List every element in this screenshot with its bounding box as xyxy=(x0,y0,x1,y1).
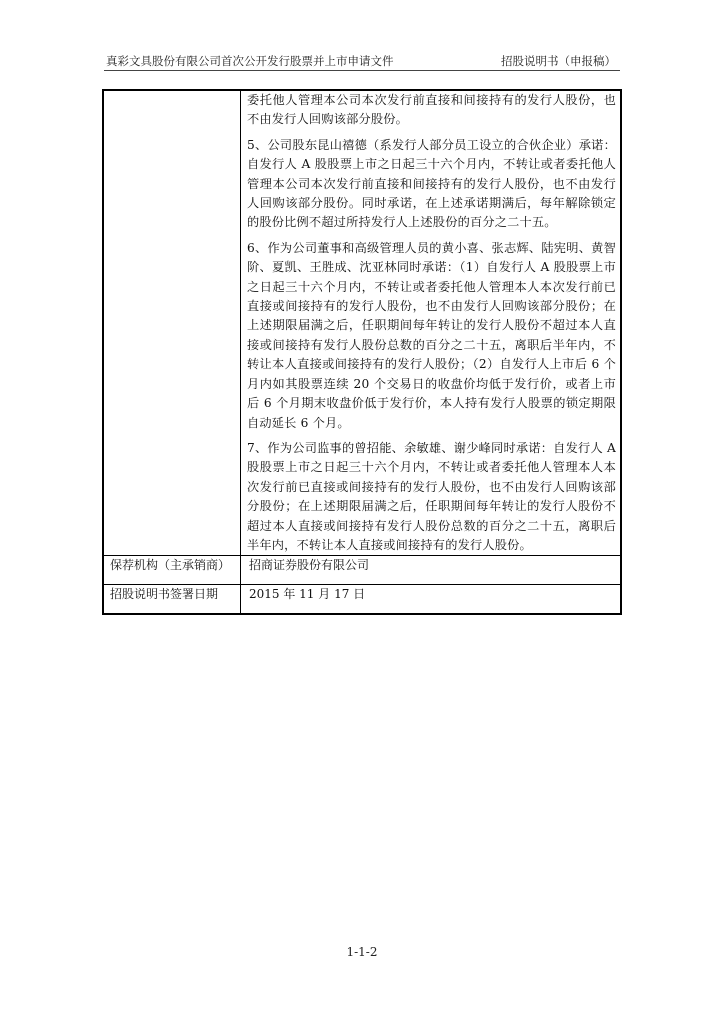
commitments-content-cell xyxy=(241,90,622,556)
table-row-sponsor xyxy=(103,556,621,585)
header-document-type: 招股说明书（申报稿） xyxy=(501,54,616,68)
commitment-paragraph: 5、公司股东昆山禧德（系发行人部分员工设立的合伙企业）承诺：自发行人 A 股股票上市之日起三十六个月内，不转让或者委托他人管理本公司本次发行前直接和间接持有的发行人股份，也不由发行人回购该部分股份。同时承诺，在上述承诺期满后，每年解除锁定的股份比例不超过所持发行人上述股份的百分之二十五。 xyxy=(247,137,616,230)
sponsor-label: 保荐机构（主承销商） xyxy=(103,556,241,585)
signing-date-value: 2015 年 11 月 17 日 xyxy=(241,585,622,615)
sponsor-value: 招商证券股份有限公司 xyxy=(241,556,622,585)
header-document-title: 真彩文具股份有限公司首次公开发行股票并上市申请文件 xyxy=(106,54,394,68)
page-header xyxy=(104,51,620,71)
header-divider xyxy=(104,70,620,71)
commitment-paragraph: 7、作为公司监事的曾招能、余敏雄、谢少峰同时承诺：自发行人 A 股股票上市之日起三十六个月内，不转让或者委托他人管理本人本次发行前已直接或间接持有的发行人股份，也不由发行人回购该部分股份；在上述期限届满之后，任职期间每年转让的发行人股份不超过本人直接或间接持有发行人股份总数的百分之二十五，离职后半年内，不转让本人直接或间接持有的发行人股份。 xyxy=(247,440,616,552)
page-number: 1-1-2 xyxy=(346,945,378,959)
info-table xyxy=(102,89,622,615)
commitments-label-cell xyxy=(103,90,241,556)
table-row-commitments xyxy=(103,90,621,556)
commitment-paragraph: 委托他人管理本公司本次发行前直接和间接持有的发行人股份，也不由发行人回购该部分股份。 xyxy=(247,93,616,127)
signing-date-label: 招股说明书签署日期 xyxy=(103,585,241,615)
commitment-paragraph: 6、作为公司董事和高级管理人员的黄小喜、张志辉、陆宪明、黄智阶、夏凯、王胜成、沈亚林同时承诺：（1）自发行人 A 股股票上市之日起三十六个月内，不转让或者委托他人管理本人本次发行前已直接或间接持有的发行人股份，也不由发行人回购该部分股份；在上述期限届满之后，任职期间每年转让的发行人股份不超过本人直接或间接持有发行人股份总数的百分之二十五，离职后半年内，不转让本人直接或间接持有的发行人股份；（2）自发行人上市后 6 个月内如其股票连续 20 个交易日的收盘价均低于发行价，或者上市后 6 个月期末收盘价低于发行价，本人持有发行人股票的锁定期限自动延长 6 个月。 xyxy=(247,240,616,430)
table-row-signing-date xyxy=(103,585,621,615)
